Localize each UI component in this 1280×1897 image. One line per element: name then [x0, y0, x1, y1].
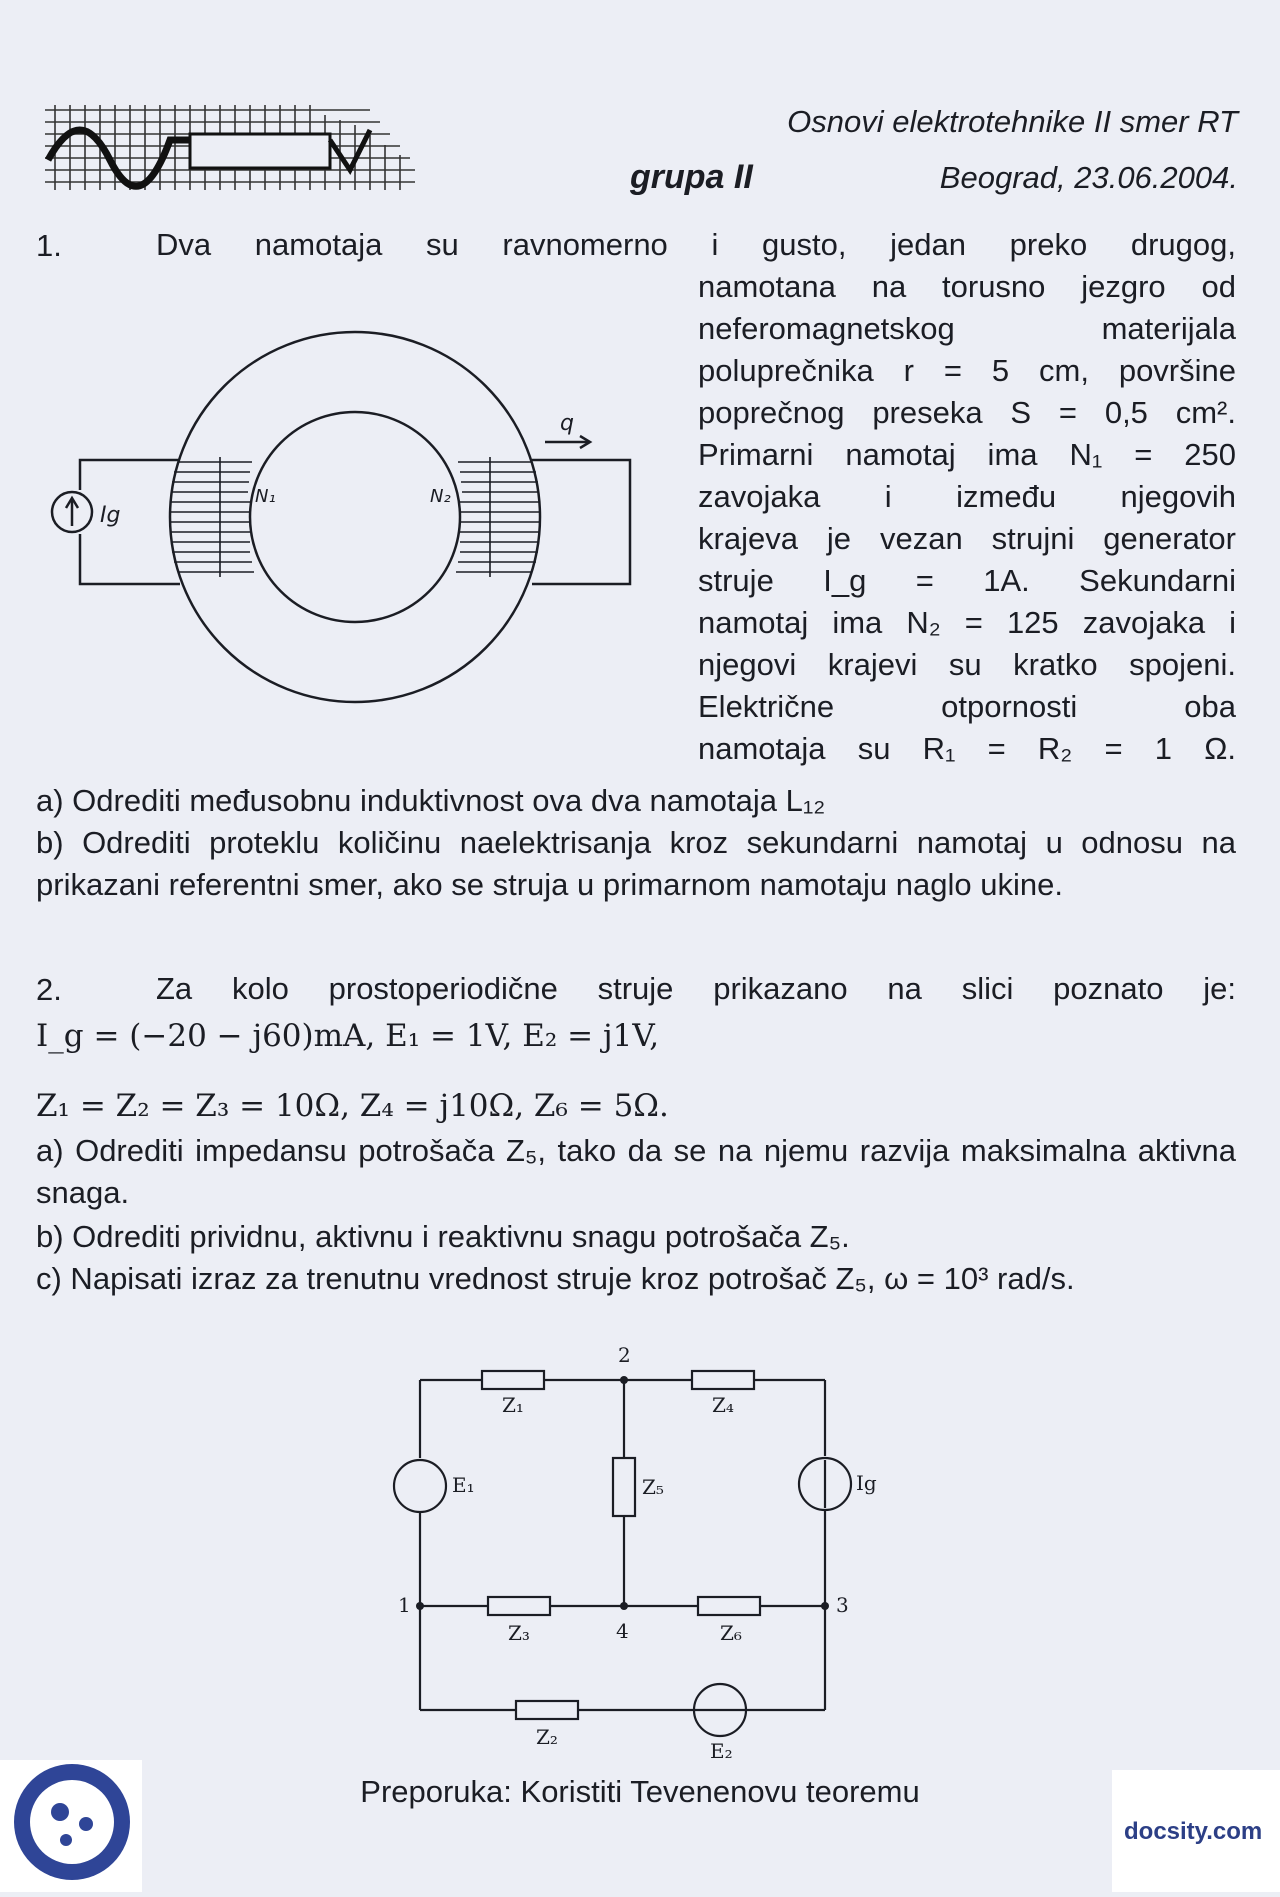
- node-2-label: 2: [618, 1343, 631, 1367]
- problem-1-line: njegovi krajevi su kratko spojeni.: [698, 647, 1236, 682]
- problem-1-part-b: b) Odrediti proteklu količinu naelektrisanja kroz sekundarni namotaj u odnosu na prikazani referentni smer, ako se struja u primarnom namotaju naglo ukine.: [36, 825, 1236, 902]
- problem-1-number: 1.: [36, 228, 62, 263]
- z2-label: Z₂: [536, 1725, 558, 1749]
- problem-1-line: neferomagnetskog materijala: [698, 311, 1236, 346]
- resistor-z1: [482, 1371, 544, 1389]
- toroid-outer: [170, 332, 540, 702]
- z6-label: Z₆: [720, 1621, 742, 1645]
- recommendation: Preporuka: Koristiti Tevenenovu teoremu: [360, 1774, 920, 1809]
- winding-n2: [456, 457, 540, 577]
- q-label: q: [560, 411, 574, 436]
- problem-1-line: namotana na torusno jezgro od: [698, 269, 1236, 304]
- winding-n1: [170, 457, 254, 577]
- z1-label: Z₁: [502, 1393, 524, 1417]
- source-label: Ig: [100, 503, 121, 528]
- z3-label: Z₃: [508, 1621, 530, 1645]
- problem-2-part-c: c) Napisati izraz za trenutnu vrednost struje kroz potrošač Z₅, ω = 10³ rad/s.: [36, 1261, 1075, 1296]
- e2-label: E₂: [710, 1739, 733, 1763]
- problem-1-line: Električne otpornosti oba: [698, 689, 1236, 724]
- z4-label: Z₄: [712, 1393, 734, 1417]
- n2-label: N₂: [430, 486, 451, 507]
- resistor-z5: [613, 1458, 635, 1516]
- toroid-inner: [250, 412, 460, 622]
- problem-2-number: 2.: [36, 972, 62, 1007]
- etf-logo: [40, 100, 420, 200]
- problem-1-line: poluprečnika r = 5 cm, površine: [698, 353, 1236, 388]
- problem-2-part-a: a) Odrediti impedansu potrošača Z₅, tako da se na njemu razvija maksimalna aktivna snaga.: [36, 1133, 1236, 1210]
- problem-1-intro: Dva namotaja su ravnomerno i gusto, jedan preko drugog,: [156, 227, 1236, 262]
- resistor-z4: [692, 1371, 754, 1389]
- node-4-label: 4: [616, 1619, 629, 1643]
- course-title: Osnovi elektrotehnike II smer RT: [787, 104, 1238, 139]
- problem-1-line: namotaj ima N₂ = 125 zavojaka i: [698, 605, 1236, 640]
- resistor-z6: [698, 1597, 760, 1615]
- problem-2-intro: Za kolo prostoperiodične struje prikazano na slici poznato je:: [156, 971, 1236, 1006]
- problem-2-equation-1: I_g = (−20 − j60)mA, E₁ = 1V, E₂ = j1V,: [36, 1018, 660, 1054]
- toroid-figure: [40, 322, 660, 722]
- node-3-label: 3: [836, 1593, 849, 1617]
- problem-2-part-b: b) Odrediti prividnu, aktivnu i reaktivnu snagu potrošača Z₅.: [36, 1219, 850, 1254]
- resistor-z2: [516, 1701, 578, 1719]
- problem-1-line: Primarni namotaj ima N₁ = 250: [698, 437, 1236, 472]
- problem-1-line: zavojaka i između njegovih: [698, 479, 1236, 514]
- docsity-site[interactable]: docsity.com: [1124, 1818, 1263, 1845]
- problem-1-line: krajeva je vezan strujni generator: [698, 521, 1236, 556]
- resistor-z3: [488, 1597, 550, 1615]
- node-1-label: 1: [398, 1593, 411, 1617]
- group-label: grupa II: [630, 158, 753, 196]
- circuit-diagram: [380, 1340, 900, 1770]
- problem-1-line: struje I_g = 1A. Sekundarni: [698, 563, 1236, 598]
- e1-label: E₁: [452, 1473, 475, 1497]
- problem-1-line: namotaja su R₁ = R₂ = 1 Ω.: [698, 731, 1236, 766]
- voltage-source-e1: [394, 1460, 446, 1512]
- problem-1-line: poprečnog preseka S = 0,5 cm².: [698, 395, 1236, 430]
- docsity-logo: [0, 1760, 142, 1892]
- exam-date: Beograd, 23.06.2004.: [939, 160, 1238, 195]
- problem-1-part-a: a) Odrediti međusobnu induktivnost ova dva namotaja L₁₂: [36, 783, 826, 818]
- problem-1-description: [698, 266, 1236, 770]
- n1-label: N₁: [255, 486, 276, 507]
- problem-2-equation-2: Z₁ = Z₂ = Z₃ = 10Ω, Z₄ = j10Ω, Z₆ = 5Ω.: [36, 1088, 669, 1124]
- ig-label: Ig: [856, 1471, 877, 1495]
- z5-label: Z₅: [642, 1475, 664, 1499]
